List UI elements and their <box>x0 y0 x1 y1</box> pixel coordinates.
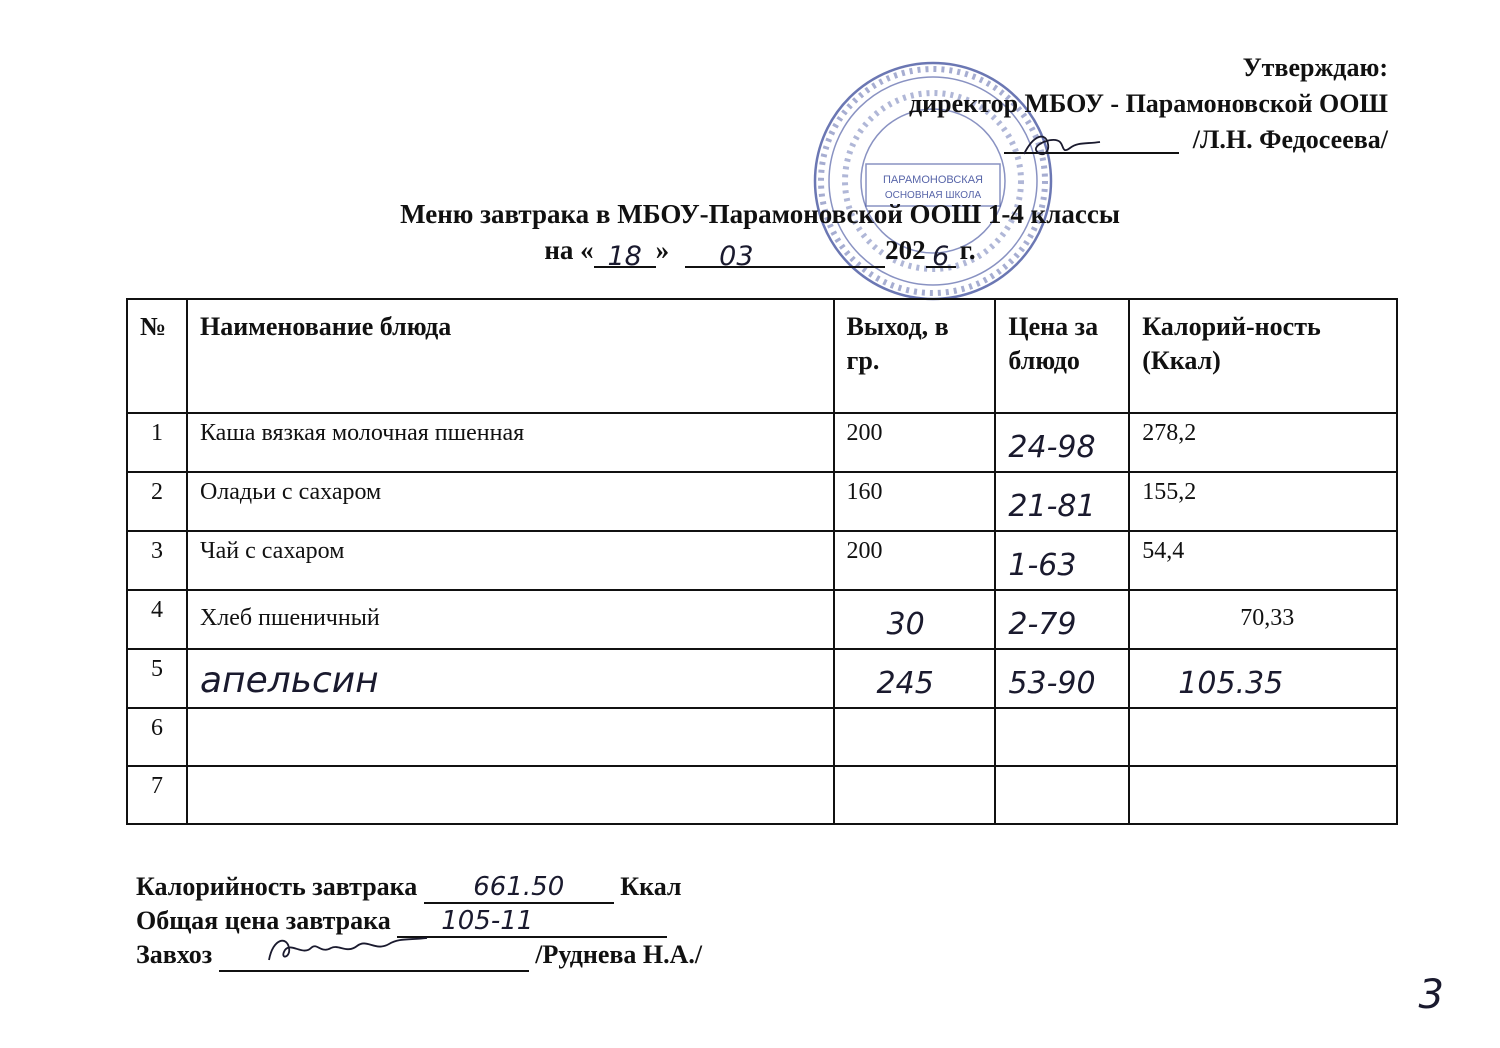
dish-price <box>995 766 1129 824</box>
dish-weight: 245 <box>834 649 996 708</box>
dish-calories <box>1129 766 1397 824</box>
row-number: 5 <box>127 649 187 708</box>
dish-price <box>995 708 1129 766</box>
dish-name <box>187 708 834 766</box>
dish-price: 24-98 <box>995 413 1129 472</box>
dish-name: Каша вязкая молочная пшенная <box>187 413 834 472</box>
table-row <box>127 708 1397 766</box>
stamp-center-text: ПАРАМОНОВСКАЯ <box>882 174 984 186</box>
dish-weight <box>834 708 996 766</box>
manager-name: /Руднева Н.А./ <box>535 940 703 969</box>
total-calories-value: 661.50 <box>473 872 565 902</box>
menu-title-line: Меню завтрака в МБОУ-Парамоновской ООШ 1-4 классы <box>400 199 1120 229</box>
manager-line: Завхоз /Руднева Н.А./ <box>136 938 702 972</box>
total-calories-line: Калорийность завтрака 661.50 Ккал <box>136 872 682 902</box>
header-number: № <box>127 299 187 413</box>
dish-weight: 30 <box>834 590 996 649</box>
total-price-line: Общая цена завтрака 105-11 <box>136 904 702 938</box>
total-price-value: 105-11 <box>441 906 534 936</box>
dish-calories: 54,4 <box>1129 531 1397 590</box>
approval-position: директор МБОУ - Парамоновской ООШ <box>909 89 1388 118</box>
row-number: 4 <box>127 590 187 649</box>
row-number: 2 <box>127 472 187 531</box>
header-dish-name: Наименование блюда <box>187 299 834 413</box>
dish-name: Оладьи с сахаром <box>187 472 834 531</box>
footer-summary <box>136 870 702 972</box>
table-row <box>127 413 1397 472</box>
director-signature <box>1004 130 1179 154</box>
row-number: 3 <box>127 531 187 590</box>
table-row <box>127 472 1397 531</box>
date-day: 18 <box>607 241 642 272</box>
table-row <box>127 590 1397 649</box>
dish-calories <box>1129 708 1397 766</box>
header-calories: Калорий-ность (Ккал) <box>1129 299 1397 413</box>
menu-date-line: на « 18 » 03 202 6 г. <box>544 235 976 272</box>
dish-calories: 155,2 <box>1129 472 1397 531</box>
dish-price: 21-81 <box>995 472 1129 531</box>
dish-calories: 278,2 <box>1129 413 1397 472</box>
header-price: Цена за блюдо <box>995 299 1129 413</box>
manager-signature-scribble <box>259 930 459 970</box>
dish-price: 53-90 <box>995 649 1129 708</box>
dish-weight: 200 <box>834 531 996 590</box>
menu-title <box>220 196 1300 272</box>
dish-weight <box>834 766 996 824</box>
row-number: 6 <box>127 708 187 766</box>
table-header-row <box>127 299 1397 413</box>
dish-price: 1-63 <box>995 531 1129 590</box>
menu-table <box>126 298 1398 825</box>
row-number: 7 <box>127 766 187 824</box>
dish-name: Чай с сахаром <box>187 531 834 590</box>
header-weight: Выход, в гр. <box>834 299 996 413</box>
table-row <box>127 766 1397 824</box>
table-row <box>127 531 1397 590</box>
dish-name <box>187 766 834 824</box>
svg-text:ОСНОВНАЯ ШКОЛА: ОСНОВНАЯ ШКОЛА <box>884 190 982 201</box>
dish-weight: 160 <box>834 472 996 531</box>
director-name: /Л.Н. Федосеева/ <box>1192 125 1388 154</box>
dish-name: Хлеб пшеничный <box>187 590 834 649</box>
approval-signature-line <box>909 122 1388 158</box>
row-number: 1 <box>127 413 187 472</box>
dish-weight: 200 <box>834 413 996 472</box>
date-year-digit: 6 <box>932 241 950 272</box>
dish-price: 2-79 <box>995 590 1129 649</box>
director-signature-scribble <box>1004 130 1179 160</box>
date-month: 03 <box>719 241 754 272</box>
dish-calories: 70,33 <box>1129 590 1397 649</box>
dish-calories: 105.35 <box>1129 649 1397 708</box>
manager-signature <box>219 944 529 972</box>
page-number: 3 <box>1418 972 1444 1018</box>
approval-block <box>909 50 1388 158</box>
table-row <box>127 649 1397 708</box>
approval-title: Утверждаю: <box>1242 53 1388 82</box>
dish-name: апельсин <box>187 649 834 708</box>
